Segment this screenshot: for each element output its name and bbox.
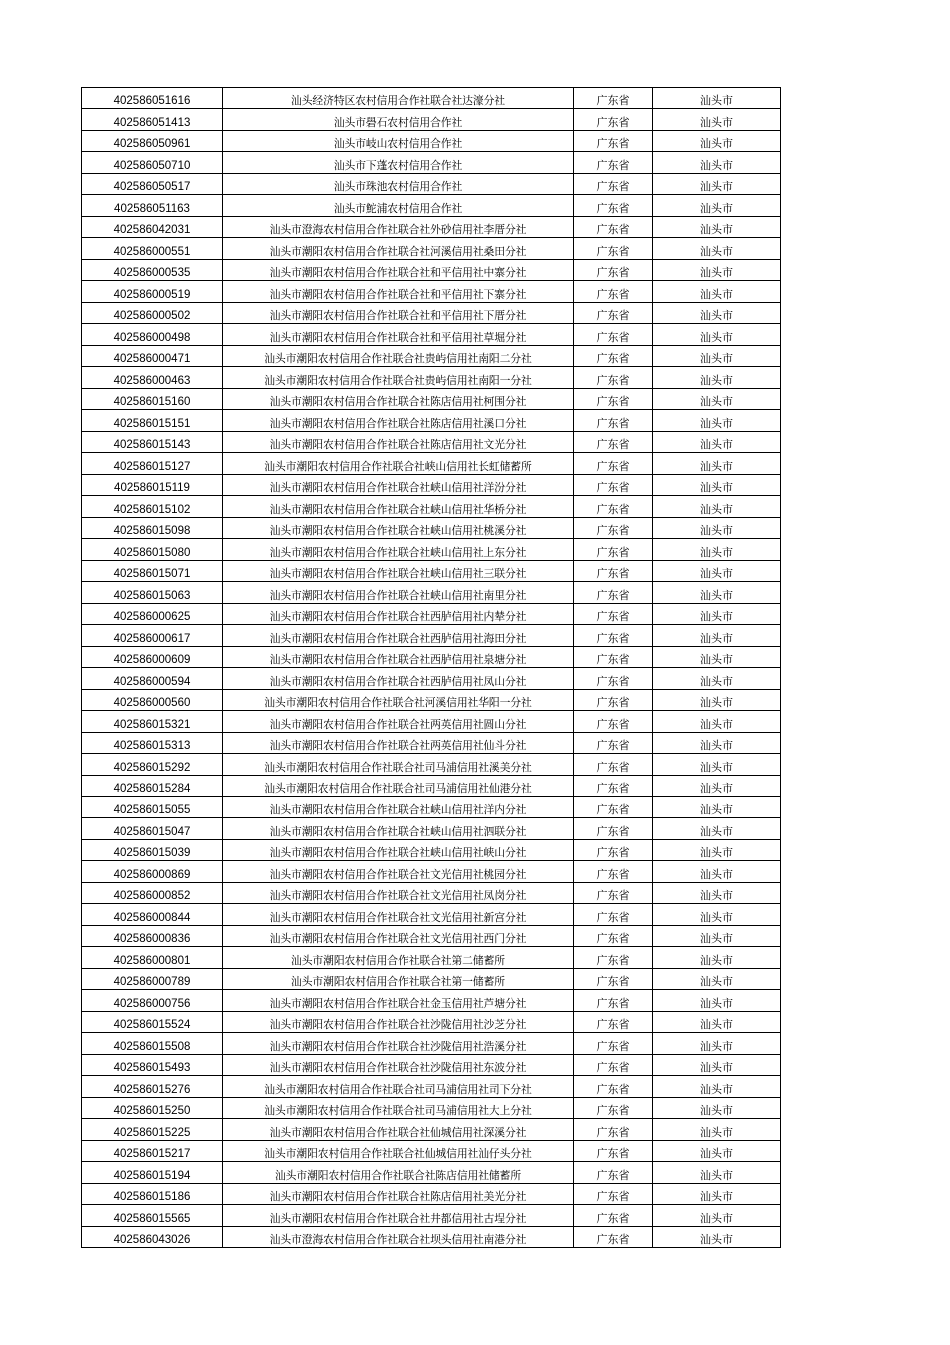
- bank-code-cell: 402586051163: [82, 195, 223, 216]
- branch-name-cell: 汕头市潮阳农村信用合作社联合社金玉信用社芦塘分社: [223, 990, 574, 1011]
- province-cell: 广东省: [574, 410, 653, 431]
- province-cell: 广东省: [574, 539, 653, 560]
- bank-code-cell: 402586015098: [82, 517, 223, 538]
- branch-name-cell: 汕头市礐石农村信用合作社: [223, 109, 574, 130]
- bank-code-cell: 402586015321: [82, 711, 223, 732]
- province-cell: 广东省: [574, 990, 653, 1011]
- bank-code-cell: 402586015143: [82, 431, 223, 452]
- branch-name-cell: 汕头市澄海农村信用合作社联合社坝头信用社南港分社: [223, 1226, 574, 1247]
- bank-code-cell: 402586015313: [82, 732, 223, 753]
- bank-code-cell: 402586000502: [82, 302, 223, 323]
- table-row: [82, 1033, 781, 1054]
- province-cell: 广东省: [574, 1119, 653, 1140]
- province-cell: 广东省: [574, 496, 653, 517]
- table-row: [82, 539, 781, 560]
- province-cell: 广东省: [574, 1054, 653, 1075]
- city-cell: 汕头市: [653, 130, 781, 151]
- table-row: [82, 711, 781, 732]
- city-cell: 汕头市: [653, 1226, 781, 1247]
- city-cell: 汕头市: [653, 410, 781, 431]
- table-row: [82, 453, 781, 474]
- branch-name-cell: 汕头市潮阳农村信用合作社联合社河溪信用社桑田分社: [223, 238, 574, 259]
- bank-code-cell: 402586050961: [82, 130, 223, 151]
- city-cell: 汕头市: [653, 689, 781, 710]
- table-row: [82, 195, 781, 216]
- province-cell: 广东省: [574, 668, 653, 689]
- table-row: [82, 1054, 781, 1075]
- branch-name-cell: 汕头市下蓬农村信用合作社: [223, 152, 574, 173]
- branch-name-cell: 汕头市潮阳农村信用合作社联合社和平信用社下寨分社: [223, 281, 574, 302]
- bank-code-cell: 402586015127: [82, 453, 223, 474]
- table-row: [82, 173, 781, 194]
- table-row: [82, 1140, 781, 1161]
- province-cell: 广东省: [574, 839, 653, 860]
- table-row: [82, 1119, 781, 1140]
- city-cell: 汕头市: [653, 259, 781, 280]
- branch-name-cell: 汕头市潮阳农村信用合作社联合社西胪信用社内辇分社: [223, 603, 574, 624]
- bank-code-cell: 402586015055: [82, 796, 223, 817]
- table-row: [82, 130, 781, 151]
- table-row: [82, 818, 781, 839]
- branch-name-cell: 汕头市岐山农村信用合作社: [223, 130, 574, 151]
- branch-name-cell: 汕头市潮阳农村信用合作社联合社峡山信用社三联分社: [223, 560, 574, 581]
- province-cell: 广东省: [574, 925, 653, 946]
- branch-name-cell: 汕头市潮阳农村信用合作社联合社陈店信用社储蓄所: [223, 1162, 574, 1183]
- bank-code-cell: 402586015047: [82, 818, 223, 839]
- table-body: [82, 88, 781, 1248]
- table-row: [82, 1226, 781, 1247]
- table-row: [82, 732, 781, 753]
- city-cell: 汕头市: [653, 582, 781, 603]
- bank-code-cell: 402586015284: [82, 775, 223, 796]
- city-cell: 汕头市: [653, 947, 781, 968]
- branch-name-cell: 汕头市潮阳农村信用合作社联合社峡山信用社长虹储蓄所: [223, 453, 574, 474]
- city-cell: 汕头市: [653, 88, 781, 109]
- bank-code-cell: 402586000869: [82, 861, 223, 882]
- province-cell: 广东省: [574, 367, 653, 388]
- table-row: [82, 990, 781, 1011]
- city-cell: 汕头市: [653, 1011, 781, 1032]
- bank-code-cell: 402586050710: [82, 152, 223, 173]
- city-cell: 汕头市: [653, 818, 781, 839]
- city-cell: 汕头市: [653, 152, 781, 173]
- table-row: [82, 109, 781, 130]
- city-cell: 汕头市: [653, 345, 781, 366]
- table-row: [82, 152, 781, 173]
- table-row: [82, 367, 781, 388]
- table-row: [82, 904, 781, 925]
- province-cell: 广东省: [574, 968, 653, 989]
- table-row: [82, 861, 781, 882]
- city-cell: 汕头市: [653, 324, 781, 345]
- city-cell: 汕头市: [653, 216, 781, 237]
- province-cell: 广东省: [574, 281, 653, 302]
- city-cell: 汕头市: [653, 195, 781, 216]
- city-cell: 汕头市: [653, 1140, 781, 1161]
- branch-name-cell: 汕头市潮阳农村信用合作社联合社峡山信用社华桥分社: [223, 496, 574, 517]
- city-cell: 汕头市: [653, 1205, 781, 1226]
- table-row: [82, 625, 781, 646]
- branch-name-cell: 汕头市潮阳农村信用合作社联合社峡山信用社峡山分社: [223, 839, 574, 860]
- bank-code-cell: 402586015225: [82, 1119, 223, 1140]
- branch-name-cell: 汕头市潮阳农村信用合作社联合社两英信用社仙斗分社: [223, 732, 574, 753]
- city-cell: 汕头市: [653, 1076, 781, 1097]
- table-row: [82, 324, 781, 345]
- branch-name-cell: 汕头市潮阳农村信用合作社联合社文光信用社凤岗分社: [223, 882, 574, 903]
- province-cell: 广东省: [574, 1011, 653, 1032]
- bank-code-cell: 402586000801: [82, 947, 223, 968]
- city-cell: 汕头市: [653, 109, 781, 130]
- bank-code-cell: 402586015493: [82, 1054, 223, 1075]
- city-cell: 汕头市: [653, 1119, 781, 1140]
- branch-name-cell: 汕头市潮阳农村信用合作社联合社峡山信用社桃溪分社: [223, 517, 574, 538]
- branch-name-cell: 汕头市潮阳农村信用合作社联合社第二储蓄所: [223, 947, 574, 968]
- city-cell: 汕头市: [653, 1162, 781, 1183]
- table-row: [82, 839, 781, 860]
- branch-name-cell: 汕头市潮阳农村信用合作社联合社贵屿信用社南阳一分社: [223, 367, 574, 388]
- bank-code-cell: 402586015080: [82, 539, 223, 560]
- bank-code-cell: 402586015102: [82, 496, 223, 517]
- bank-code-cell: 402586000756: [82, 990, 223, 1011]
- branch-name-cell: 汕头市潮阳农村信用合作社联合社文光信用社桃园分社: [223, 861, 574, 882]
- province-cell: 广东省: [574, 431, 653, 452]
- bank-code-cell: 402586015186: [82, 1183, 223, 1204]
- province-cell: 广东省: [574, 130, 653, 151]
- bank-code-cell: 402586051616: [82, 88, 223, 109]
- branch-name-cell: 汕头市潮阳农村信用合作社联合社和平信用社中寨分社: [223, 259, 574, 280]
- province-cell: 广东省: [574, 173, 653, 194]
- province-cell: 广东省: [574, 861, 653, 882]
- city-cell: 汕头市: [653, 431, 781, 452]
- city-cell: 汕头市: [653, 882, 781, 903]
- branch-name-cell: 汕头市潮阳农村信用合作社联合社第一储蓄所: [223, 968, 574, 989]
- province-cell: 广东省: [574, 388, 653, 409]
- branch-name-cell: 汕头市潮阳农村信用合作社联合社陈店信用社柯围分社: [223, 388, 574, 409]
- city-cell: 汕头市: [653, 646, 781, 667]
- city-cell: 汕头市: [653, 861, 781, 882]
- table-row: [82, 216, 781, 237]
- province-cell: 广东省: [574, 754, 653, 775]
- city-cell: 汕头市: [653, 754, 781, 775]
- branch-name-cell: 汕头市潮阳农村信用合作社联合社和平信用社下厝分社: [223, 302, 574, 323]
- province-cell: 广东省: [574, 88, 653, 109]
- table-row: [82, 646, 781, 667]
- city-cell: 汕头市: [653, 668, 781, 689]
- province-cell: 广东省: [574, 582, 653, 603]
- province-cell: 广东省: [574, 711, 653, 732]
- city-cell: 汕头市: [653, 603, 781, 624]
- bank-code-cell: 402586015160: [82, 388, 223, 409]
- table-row: [82, 388, 781, 409]
- bank-code-cell: 402586015565: [82, 1205, 223, 1226]
- city-cell: 汕头市: [653, 1183, 781, 1204]
- province-cell: 广东省: [574, 302, 653, 323]
- province-cell: 广东省: [574, 947, 653, 968]
- province-cell: 广东省: [574, 1097, 653, 1118]
- table-row: [82, 582, 781, 603]
- province-cell: 广东省: [574, 1183, 653, 1204]
- province-cell: 广东省: [574, 646, 653, 667]
- table-row: [82, 925, 781, 946]
- province-cell: 广东省: [574, 603, 653, 624]
- table-row: [82, 302, 781, 323]
- province-cell: 广东省: [574, 324, 653, 345]
- bank-code-cell: 402586015524: [82, 1011, 223, 1032]
- province-cell: 广东省: [574, 259, 653, 280]
- bank-code-cell: 402586043026: [82, 1226, 223, 1247]
- branch-name-cell: 汕头市潮阳农村信用合作社联合社司马浦信用社溪美分社: [223, 754, 574, 775]
- branch-name-cell: 汕头市潮阳农村信用合作社联合社和平信用社草堀分社: [223, 324, 574, 345]
- branch-name-cell: 汕头市澄海农村信用合作社联合社外砂信用社李厝分社: [223, 216, 574, 237]
- bank-code-cell: 402586015039: [82, 839, 223, 860]
- province-cell: 广东省: [574, 474, 653, 495]
- province-cell: 广东省: [574, 1076, 653, 1097]
- table-row: [82, 882, 781, 903]
- table-row: [82, 410, 781, 431]
- branch-name-cell: 汕头市鮀浦农村信用合作社: [223, 195, 574, 216]
- bank-code-cell: 402586015151: [82, 410, 223, 431]
- branch-name-cell: 汕头市潮阳农村信用合作社联合社峡山信用社上东分社: [223, 539, 574, 560]
- city-cell: 汕头市: [653, 1033, 781, 1054]
- table-row: [82, 968, 781, 989]
- province-cell: 广东省: [574, 1226, 653, 1247]
- province-cell: 广东省: [574, 625, 653, 646]
- city-cell: 汕头市: [653, 711, 781, 732]
- city-cell: 汕头市: [653, 496, 781, 517]
- bank-code-cell: 402586015250: [82, 1097, 223, 1118]
- city-cell: 汕头市: [653, 474, 781, 495]
- branch-name-cell: 汕头市潮阳农村信用合作社联合社河溪信用社华阳一分社: [223, 689, 574, 710]
- province-cell: 广东省: [574, 345, 653, 366]
- branch-name-cell: 汕头市珠池农村信用合作社: [223, 173, 574, 194]
- branch-name-cell: 汕头市潮阳农村信用合作社联合社仙城信用社深溪分社: [223, 1119, 574, 1140]
- table-row: [82, 947, 781, 968]
- table-row: [82, 668, 781, 689]
- table-row: [82, 1076, 781, 1097]
- province-cell: 广东省: [574, 882, 653, 903]
- city-cell: 汕头市: [653, 775, 781, 796]
- branch-name-cell: 汕头市潮阳农村信用合作社联合社司马浦信用社司下分社: [223, 1076, 574, 1097]
- city-cell: 汕头市: [653, 281, 781, 302]
- province-cell: 广东省: [574, 238, 653, 259]
- bank-code-cell: 402586000836: [82, 925, 223, 946]
- bank-code-cell: 402586000471: [82, 345, 223, 366]
- branch-name-cell: 汕头市潮阳农村信用合作社联合社沙陇信用社沙芝分社: [223, 1011, 574, 1032]
- branch-name-cell: 汕头市潮阳农村信用合作社联合社峡山信用社洋内分社: [223, 796, 574, 817]
- table-row: [82, 1162, 781, 1183]
- table-row: [82, 281, 781, 302]
- bank-code-cell: 402586000560: [82, 689, 223, 710]
- city-cell: 汕头市: [653, 560, 781, 581]
- province-cell: 广东省: [574, 775, 653, 796]
- city-cell: 汕头市: [653, 173, 781, 194]
- bank-code-cell: 402586000535: [82, 259, 223, 280]
- branch-name-cell: 汕头市潮阳农村信用合作社联合社峡山信用社洋汾分社: [223, 474, 574, 495]
- table-row: [82, 796, 781, 817]
- city-cell: 汕头市: [653, 839, 781, 860]
- province-cell: 广东省: [574, 1033, 653, 1054]
- bank-code-cell: 402586015119: [82, 474, 223, 495]
- branch-name-cell: 汕头市潮阳农村信用合作社联合社沙陇信用社浩溪分社: [223, 1033, 574, 1054]
- city-cell: 汕头市: [653, 796, 781, 817]
- city-cell: 汕头市: [653, 732, 781, 753]
- city-cell: 汕头市: [653, 238, 781, 259]
- province-cell: 广东省: [574, 517, 653, 538]
- table-row: [82, 474, 781, 495]
- table-row: [82, 603, 781, 624]
- bank-code-cell: 402586000617: [82, 625, 223, 646]
- province-cell: 广东省: [574, 453, 653, 474]
- bank-code-cell: 402586000844: [82, 904, 223, 925]
- province-cell: 广东省: [574, 195, 653, 216]
- city-cell: 汕头市: [653, 539, 781, 560]
- branch-name-cell: 汕头市潮阳农村信用合作社联合社西胪信用社凤山分社: [223, 668, 574, 689]
- table-row: [82, 689, 781, 710]
- bank-code-cell: 402586015292: [82, 754, 223, 775]
- branch-name-cell: 汕头市潮阳农村信用合作社联合社贵屿信用社南阳二分社: [223, 345, 574, 366]
- bank-code-cell: 402586000519: [82, 281, 223, 302]
- province-cell: 广东省: [574, 904, 653, 925]
- table-row: [82, 345, 781, 366]
- branch-name-cell: 汕头市潮阳农村信用合作社联合社文光信用社西门分社: [223, 925, 574, 946]
- city-cell: 汕头市: [653, 968, 781, 989]
- table-row: [82, 1183, 781, 1204]
- table-row: [82, 259, 781, 280]
- city-cell: 汕头市: [653, 367, 781, 388]
- branch-name-cell: 汕头市潮阳农村信用合作社联合社井都信用社古埕分社: [223, 1205, 574, 1226]
- city-cell: 汕头市: [653, 1054, 781, 1075]
- table-row: [82, 754, 781, 775]
- bank-code-cell: 402586000551: [82, 238, 223, 259]
- city-cell: 汕头市: [653, 1097, 781, 1118]
- city-cell: 汕头市: [653, 302, 781, 323]
- table-row: [82, 517, 781, 538]
- branch-name-cell: 汕头市潮阳农村信用合作社联合社峡山信用社南里分社: [223, 582, 574, 603]
- province-cell: 广东省: [574, 109, 653, 130]
- province-cell: 广东省: [574, 732, 653, 753]
- table-row: [82, 1205, 781, 1226]
- province-cell: 广东省: [574, 216, 653, 237]
- city-cell: 汕头市: [653, 925, 781, 946]
- bank-code-cell: 402586000789: [82, 968, 223, 989]
- bank-code-cell: 402586051413: [82, 109, 223, 130]
- bank-code-cell: 402586042031: [82, 216, 223, 237]
- bank-code-cell: 402586000609: [82, 646, 223, 667]
- bank-code-cell: 402586015508: [82, 1033, 223, 1054]
- province-cell: 广东省: [574, 1205, 653, 1226]
- city-cell: 汕头市: [653, 990, 781, 1011]
- branch-name-cell: 汕头市潮阳农村信用合作社联合社沙陇信用社东波分社: [223, 1054, 574, 1075]
- bank-code-cell: 402586000625: [82, 603, 223, 624]
- bank-code-cell: 402586015071: [82, 560, 223, 581]
- table-row: [82, 238, 781, 259]
- branch-name-cell: 汕头市潮阳农村信用合作社联合社司马浦信用社大上分社: [223, 1097, 574, 1118]
- branch-name-cell: 汕头市潮阳农村信用合作社联合社陈店信用社溪口分社: [223, 410, 574, 431]
- table-row: [82, 496, 781, 517]
- branch-name-cell: 汕头市潮阳农村信用合作社联合社文光信用社新宫分社: [223, 904, 574, 925]
- province-cell: 广东省: [574, 560, 653, 581]
- city-cell: 汕头市: [653, 453, 781, 474]
- province-cell: 广东省: [574, 689, 653, 710]
- province-cell: 广东省: [574, 1140, 653, 1161]
- branch-name-cell: 汕头市潮阳农村信用合作社联合社陈店信用社文光分社: [223, 431, 574, 452]
- branch-name-cell: 汕头市潮阳农村信用合作社联合社西胪信用社泉塘分社: [223, 646, 574, 667]
- city-cell: 汕头市: [653, 388, 781, 409]
- table-row: [82, 775, 781, 796]
- branch-name-cell: 汕头市潮阳农村信用合作社联合社两英信用社圆山分社: [223, 711, 574, 732]
- bank-code-cell: 402586015194: [82, 1162, 223, 1183]
- table-row: [82, 431, 781, 452]
- bank-code-cell: 402586000852: [82, 882, 223, 903]
- province-cell: 广东省: [574, 1162, 653, 1183]
- bank-code-cell: 402586015217: [82, 1140, 223, 1161]
- branch-name-cell: 汕头经济特区农村信用合作社联合社达濠分社: [223, 88, 574, 109]
- bank-branch-table: [81, 87, 781, 1248]
- branch-name-cell: 汕头市潮阳农村信用合作社联合社西胪信用社海田分社: [223, 625, 574, 646]
- bank-code-cell: 402586000498: [82, 324, 223, 345]
- table-row: [82, 1097, 781, 1118]
- branch-name-cell: 汕头市潮阳农村信用合作社联合社陈店信用社美光分社: [223, 1183, 574, 1204]
- bank-code-cell: 402586050517: [82, 173, 223, 194]
- city-cell: 汕头市: [653, 517, 781, 538]
- bank-code-cell: 402586015276: [82, 1076, 223, 1097]
- city-cell: 汕头市: [653, 625, 781, 646]
- province-cell: 广东省: [574, 818, 653, 839]
- branch-name-cell: 汕头市潮阳农村信用合作社联合社仙城信用社汕仔头分社: [223, 1140, 574, 1161]
- table-row: [82, 1011, 781, 1032]
- province-cell: 广东省: [574, 796, 653, 817]
- table-row: [82, 88, 781, 109]
- city-cell: 汕头市: [653, 904, 781, 925]
- bank-code-cell: 402586000463: [82, 367, 223, 388]
- bank-code-cell: 402586015063: [82, 582, 223, 603]
- bank-code-cell: 402586000594: [82, 668, 223, 689]
- province-cell: 广东省: [574, 152, 653, 173]
- table-row: [82, 560, 781, 581]
- branch-name-cell: 汕头市潮阳农村信用合作社联合社峡山信用社泗联分社: [223, 818, 574, 839]
- branch-name-cell: 汕头市潮阳农村信用合作社联合社司马浦信用社仙港分社: [223, 775, 574, 796]
